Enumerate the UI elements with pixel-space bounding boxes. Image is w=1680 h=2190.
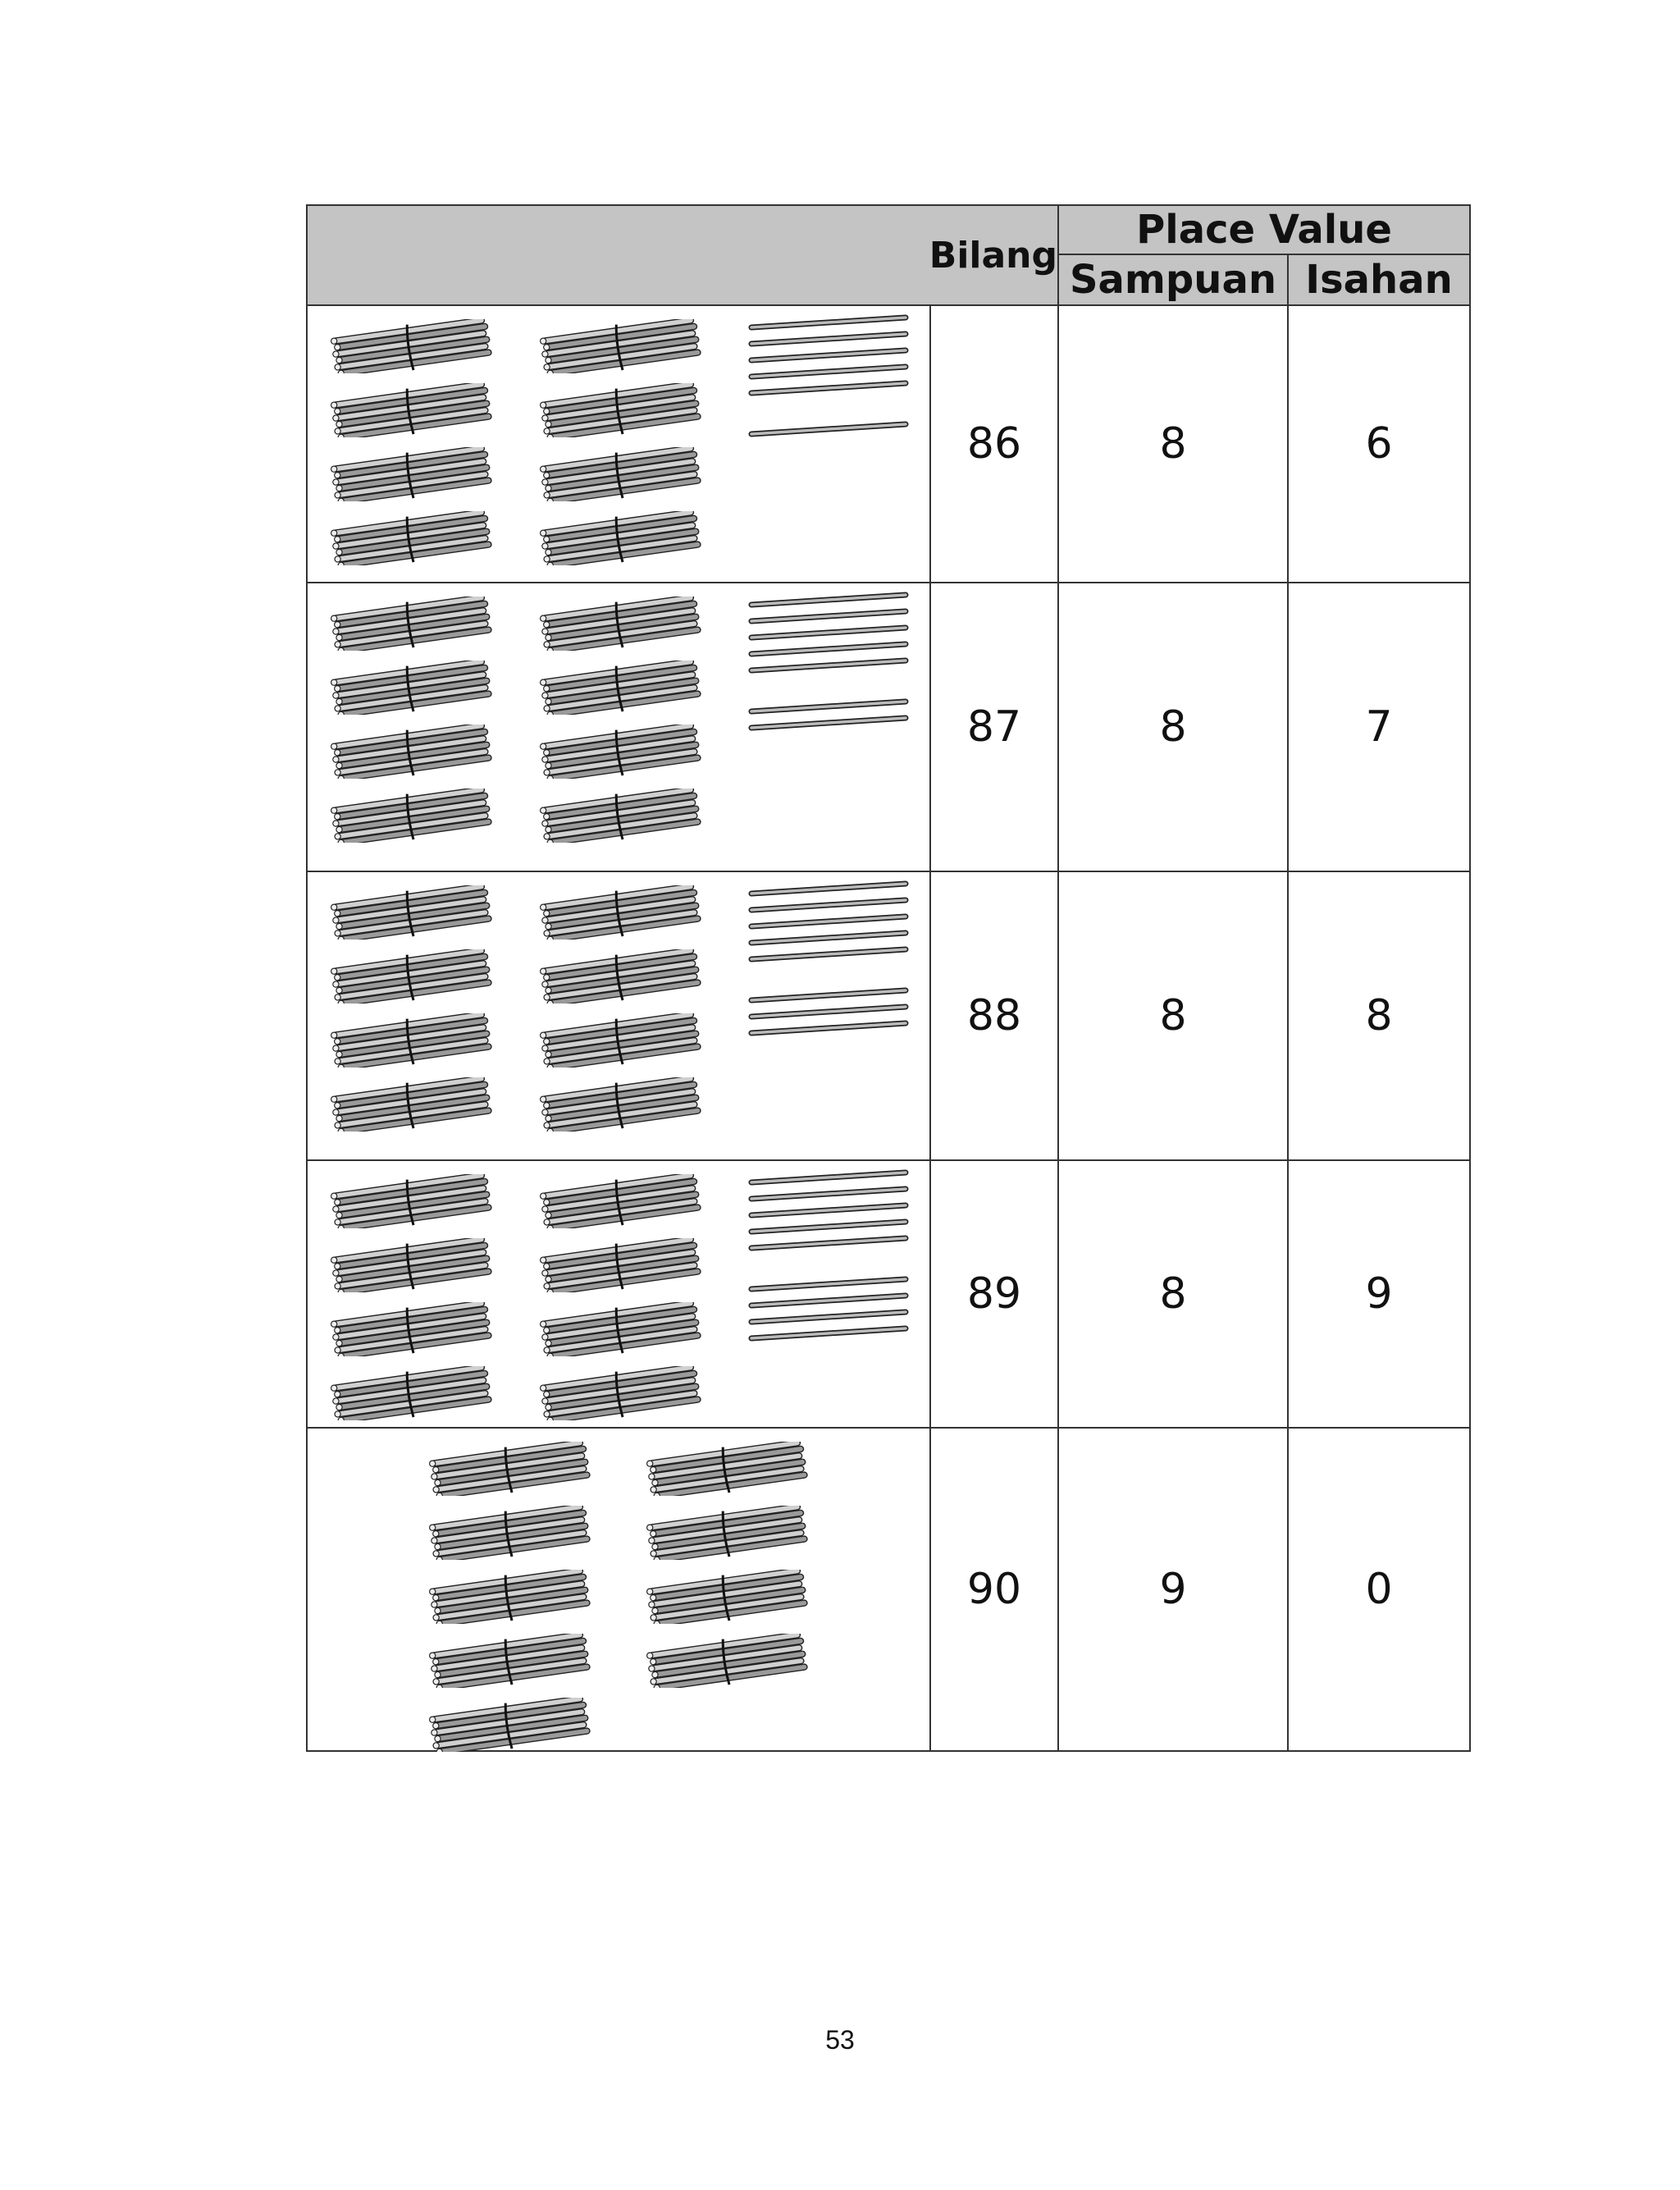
single-stick-icon xyxy=(746,1276,911,1292)
single-stick-icon xyxy=(746,880,911,897)
bundle-column xyxy=(328,597,496,853)
single-stick-icon xyxy=(746,624,911,641)
ten-stick-bundle-icon xyxy=(328,885,496,940)
bilang-value: 88 xyxy=(930,871,1058,1160)
ten-stick-bundle-icon xyxy=(644,1634,812,1688)
bundle-picture xyxy=(307,871,930,1160)
sampuan-value: 8 xyxy=(1058,305,1288,583)
isahan-value: 8 xyxy=(1288,871,1470,1160)
ten-stick-bundle-icon xyxy=(328,1077,496,1132)
single-stick-icon xyxy=(746,1292,911,1309)
ten-stick-bundle-icon xyxy=(328,597,496,651)
bilang-value: 86 xyxy=(930,305,1058,583)
single-stick-icon xyxy=(746,1004,911,1020)
table-row xyxy=(307,305,1470,583)
single-stick-icon xyxy=(746,987,911,1004)
bundle-column xyxy=(537,597,705,853)
single-stick-icon xyxy=(746,1202,911,1218)
loose-sticks xyxy=(746,592,911,731)
single-stick-icon xyxy=(746,715,911,731)
ten-stick-bundle-icon xyxy=(537,725,705,779)
bundle-picture xyxy=(307,1160,930,1428)
ten-stick-bundle-icon xyxy=(328,319,496,373)
ten-stick-bundle-icon xyxy=(537,1238,705,1292)
bilang-value: 87 xyxy=(930,583,1058,871)
table-row xyxy=(307,1428,1470,1751)
bundle-column xyxy=(537,1174,705,1430)
ten-stick-bundle-icon xyxy=(328,789,496,843)
ten-stick-bundle-icon xyxy=(427,1570,595,1624)
bilang-value: 90 xyxy=(930,1428,1058,1751)
single-stick-icon xyxy=(746,331,911,347)
ten-stick-bundle-icon xyxy=(537,661,705,715)
single-stick-icon xyxy=(746,657,911,674)
isahan-value: 9 xyxy=(1288,1160,1470,1428)
loose-sticks xyxy=(746,880,911,1036)
ten-stick-bundle-icon xyxy=(537,1013,705,1068)
ten-stick-bundle-icon xyxy=(328,1238,496,1292)
isahan-header: Isahan xyxy=(1288,254,1470,305)
isahan-value: 0 xyxy=(1288,1428,1470,1751)
page-number: 53 xyxy=(825,2025,855,2055)
bundle-picture xyxy=(307,305,930,583)
bundle-column xyxy=(644,1442,812,1698)
ten-stick-bundle-icon xyxy=(328,1174,496,1228)
single-stick-icon xyxy=(746,592,911,608)
place-value-header: Place Value xyxy=(1058,205,1470,254)
ten-stick-bundle-icon xyxy=(427,1634,595,1688)
isahan-value: 6 xyxy=(1288,305,1470,583)
single-stick-icon xyxy=(746,608,911,624)
ten-stick-bundle-icon xyxy=(644,1506,812,1560)
ten-stick-bundle-icon xyxy=(427,1442,595,1496)
single-stick-icon xyxy=(746,1235,911,1251)
bundle-column xyxy=(328,885,496,1141)
ten-stick-bundle-icon xyxy=(328,447,496,501)
single-stick-icon xyxy=(746,347,911,363)
bundle-column xyxy=(328,319,496,575)
sampuan-value: 9 xyxy=(1058,1428,1288,1751)
bundle-column xyxy=(537,885,705,1141)
single-stick-icon xyxy=(746,314,911,331)
single-stick-icon xyxy=(746,698,911,715)
ten-stick-bundle-icon xyxy=(427,1506,595,1560)
single-stick-icon xyxy=(746,1309,911,1325)
single-stick-icon xyxy=(746,1325,911,1342)
single-stick-icon xyxy=(746,641,911,657)
isahan-value: 7 xyxy=(1288,583,1470,871)
bilang-value: 89 xyxy=(930,1160,1058,1428)
sampuan-header: Sampuan xyxy=(1058,254,1288,305)
ten-stick-bundle-icon xyxy=(537,1174,705,1228)
ten-stick-bundle-icon xyxy=(328,511,496,565)
table-row xyxy=(307,1160,1470,1428)
loose-sticks xyxy=(746,314,911,437)
ten-stick-bundle-icon xyxy=(328,383,496,437)
ten-stick-bundle-icon xyxy=(328,1013,496,1068)
ten-stick-bundle-icon xyxy=(328,1366,496,1420)
single-stick-icon xyxy=(746,1020,911,1036)
ten-stick-bundle-icon xyxy=(537,447,705,501)
single-stick-icon xyxy=(746,1169,911,1186)
sampuan-value: 8 xyxy=(1058,583,1288,871)
single-stick-icon xyxy=(746,363,911,380)
ten-stick-bundle-icon xyxy=(427,1698,595,1752)
place-value-table xyxy=(306,204,1471,1752)
single-stick-icon xyxy=(746,1218,911,1235)
bundle-column xyxy=(537,319,705,575)
single-stick-icon xyxy=(746,1186,911,1202)
ten-stick-bundle-icon xyxy=(537,949,705,1004)
ten-stick-bundle-icon xyxy=(537,1302,705,1356)
ten-stick-bundle-icon xyxy=(537,597,705,651)
ten-stick-bundle-icon xyxy=(644,1570,812,1624)
loose-sticks xyxy=(746,1169,911,1342)
bundle-column xyxy=(328,1174,496,1430)
bundle-picture xyxy=(307,583,930,871)
bundle-column xyxy=(427,1442,595,1762)
table-row xyxy=(307,871,1470,1160)
ten-stick-bundle-icon xyxy=(537,319,705,373)
table-row xyxy=(307,583,1470,871)
ten-stick-bundle-icon xyxy=(537,383,705,437)
bilang-header: Bilang xyxy=(307,205,1058,305)
ten-stick-bundle-icon xyxy=(328,949,496,1004)
single-stick-icon xyxy=(746,930,911,946)
ten-stick-bundle-icon xyxy=(328,661,496,715)
single-stick-icon xyxy=(746,913,911,930)
ten-stick-bundle-icon xyxy=(328,725,496,779)
ten-stick-bundle-icon xyxy=(537,511,705,565)
ten-stick-bundle-icon xyxy=(537,789,705,843)
ten-stick-bundle-icon xyxy=(328,1302,496,1356)
ten-stick-bundle-icon xyxy=(537,885,705,940)
single-stick-icon xyxy=(746,946,911,962)
single-stick-icon xyxy=(746,897,911,913)
ten-stick-bundle-icon xyxy=(644,1442,812,1496)
single-stick-icon xyxy=(746,421,911,437)
sampuan-value: 8 xyxy=(1058,871,1288,1160)
ten-stick-bundle-icon xyxy=(537,1366,705,1420)
ten-stick-bundle-icon xyxy=(537,1077,705,1132)
sampuan-value: 8 xyxy=(1058,1160,1288,1428)
bundle-picture xyxy=(307,1428,930,1751)
single-stick-icon xyxy=(746,380,911,396)
